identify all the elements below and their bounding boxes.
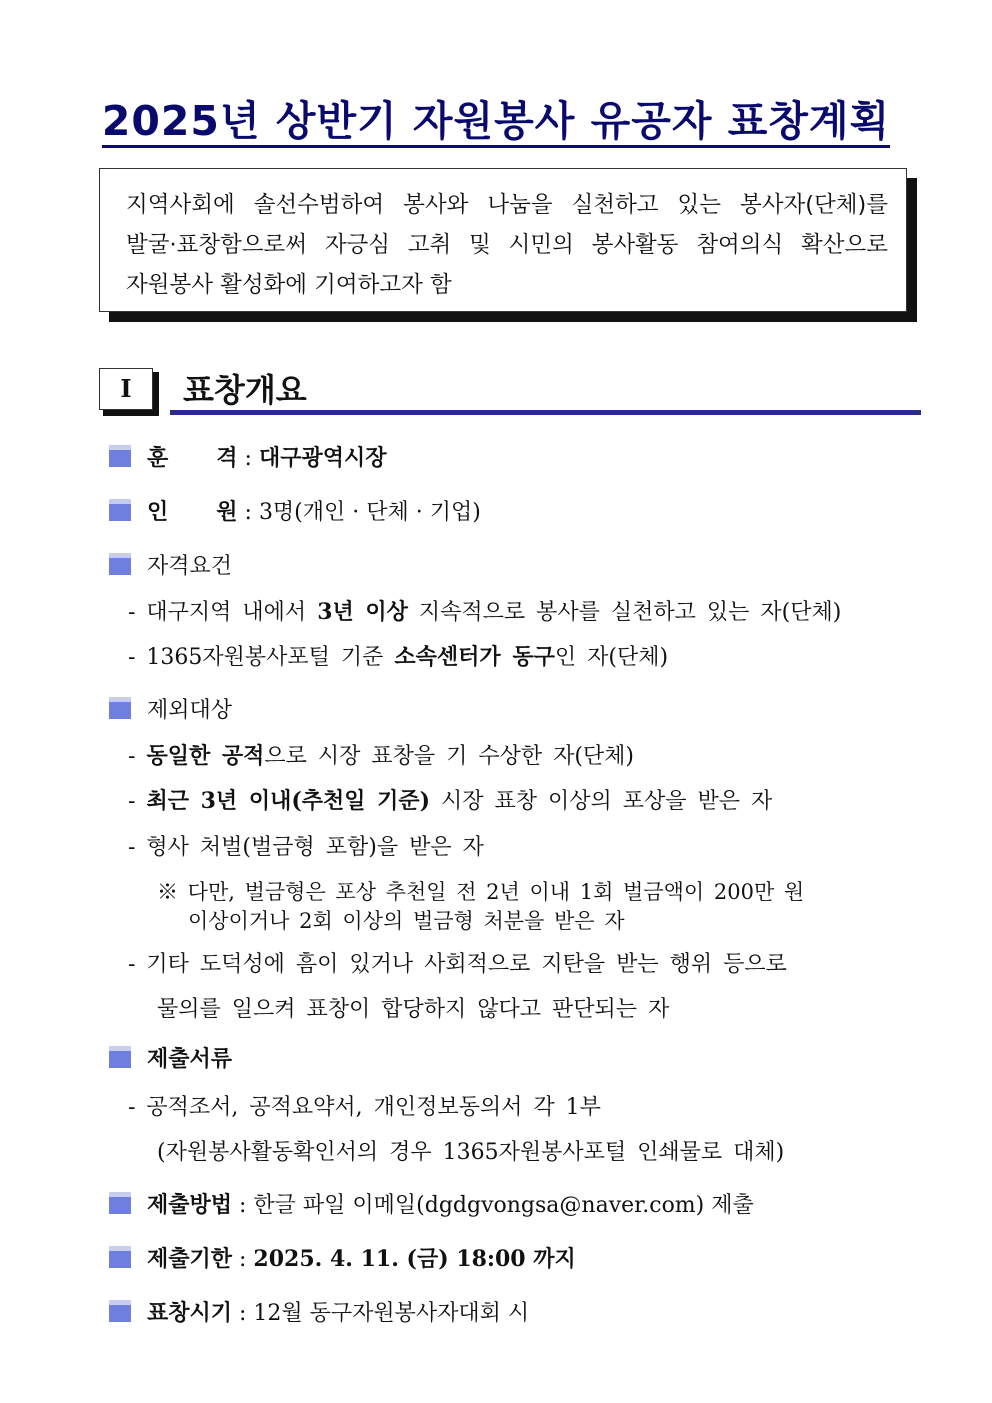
square-bullet-icon bbox=[109, 1300, 131, 1322]
documents-label: 제출서류 bbox=[147, 1046, 233, 1072]
exclusion-1-dash: - bbox=[128, 744, 147, 769]
eligibility-2-pre: - 1365자원봉사포털 기준 bbox=[128, 645, 395, 670]
headcount-separator: : bbox=[237, 500, 259, 525]
summary-line-3: 자원봉사 활성화에 기여하고자 함 bbox=[126, 272, 452, 298]
eligibility-2-post: 인 자(단체) bbox=[554, 645, 669, 670]
deadline-label: 제출기한 bbox=[147, 1246, 233, 1272]
award-type-item bbox=[147, 441, 386, 472]
headcount-label-b: 원 bbox=[216, 499, 238, 525]
eligibility-1-post: 지속적으로 봉사를 실천하고 있는 자(단체) bbox=[407, 600, 842, 625]
deadline-separator: : bbox=[232, 1247, 254, 1272]
eligibility-1-bold: 3년 이상 bbox=[317, 599, 408, 625]
exclusion-bullet-2 bbox=[128, 784, 772, 815]
timing-label: 표창시기 bbox=[147, 1300, 233, 1326]
exclusion-bullet-1 bbox=[128, 739, 634, 770]
deadline-value: 2025. 4. 11. (금) 18:00 까지 bbox=[253, 1246, 576, 1272]
eligibility-2-bold: 소속센터가 동구 bbox=[394, 644, 555, 670]
document-title-text: 2025년 상반기 자원봉사 유공자 표창계획 bbox=[102, 97, 890, 148]
method-item bbox=[147, 1188, 754, 1219]
summary-box bbox=[99, 168, 907, 312]
section-number: I bbox=[99, 368, 153, 410]
exclusion-note-line-2: 이상이거나 2회 이상의 벌금형 처분을 받은 자 bbox=[188, 909, 625, 933]
timing-item bbox=[147, 1296, 529, 1327]
timing-value: 12월 동구자원봉사자대회 시 bbox=[253, 1301, 530, 1326]
exclusion-bullet-3: - 형사 처벌(벌금형 포함)을 받은 자 bbox=[128, 835, 484, 860]
eligibility-heading: 자격요건 bbox=[147, 554, 233, 579]
deadline-item bbox=[147, 1242, 576, 1273]
exclusion-2-post: 시장 표창 이상의 포상을 받은 자 bbox=[430, 789, 773, 814]
eligibility-bullet-2 bbox=[128, 640, 668, 671]
square-bullet-icon bbox=[109, 697, 131, 719]
documents-heading bbox=[147, 1042, 232, 1073]
headcount-value: 3명(개인 · 단체 · 기업) bbox=[258, 500, 481, 525]
method-separator: : bbox=[232, 1193, 254, 1218]
exclusion-2-bold: 최근 3년 이내(추천일 기준) bbox=[146, 788, 431, 814]
headcount-item bbox=[147, 495, 481, 526]
section-title: 표창개요 bbox=[183, 371, 307, 409]
document-title bbox=[0, 88, 992, 147]
award-type-label-b: 격 bbox=[216, 445, 238, 471]
method-value: 한글 파일 이메일(dgdgvongsa@naver.com) 제출 bbox=[253, 1193, 754, 1218]
exclusion-1-bold: 동일한 공적 bbox=[146, 743, 265, 769]
method-label: 제출방법 bbox=[147, 1192, 233, 1218]
exclusion-note-line-1: ※ 다만, 벌금형은 포상 추천일 전 2년 이내 1회 벌금액이 200만 원 bbox=[157, 880, 805, 904]
exclusion-heading: 제외대상 bbox=[147, 698, 233, 723]
square-bullet-icon bbox=[109, 1046, 131, 1068]
square-bullet-icon bbox=[109, 499, 131, 521]
documents-bullet-1: - 공적조서, 공적요약서, 개인정보동의서 각 1부 bbox=[128, 1095, 601, 1120]
square-bullet-icon bbox=[109, 553, 131, 575]
headcount-label-a: 인 bbox=[147, 499, 169, 525]
timing-separator: : bbox=[232, 1301, 254, 1326]
exclusion-1-post: 으로 시장 표창을 기 수상한 자(단체) bbox=[264, 744, 635, 769]
summary-line-1: 지역사회에 솔선수범하여 봉사와 나눔을 실천하고 있는 봉사자(단체)를 bbox=[126, 192, 888, 218]
summary-line-2: 발굴·표창함으로써 자긍심 고취 및 시민의 봉사활동 참여의식 확산으로 bbox=[126, 232, 888, 258]
award-type-value: 대구광역시장 bbox=[258, 445, 387, 471]
documents-bullet-2: (자원봉사활동확인서의 경우 1365자원봉사포털 인쇄물로 대체) bbox=[157, 1140, 785, 1165]
square-bullet-icon bbox=[109, 445, 131, 467]
eligibility-1-pre: - 대구지역 내에서 bbox=[128, 600, 318, 625]
exclusion-2-dash: - bbox=[128, 789, 147, 814]
section-underline bbox=[170, 410, 921, 415]
square-bullet-icon bbox=[109, 1246, 131, 1268]
exclusion-bullet-4-line-2: 물의를 일으켜 표창이 합당하지 않다고 판단되는 자 bbox=[157, 997, 670, 1022]
square-bullet-icon bbox=[109, 1192, 131, 1214]
eligibility-bullet-1 bbox=[128, 595, 841, 626]
award-type-label-a: 훈 bbox=[147, 445, 169, 471]
exclusion-bullet-4-line-1: - 기타 도덕성에 흠이 있거나 사회적으로 지탄을 받는 행위 등으로 bbox=[128, 952, 787, 977]
award-type-separator: : bbox=[237, 446, 259, 471]
